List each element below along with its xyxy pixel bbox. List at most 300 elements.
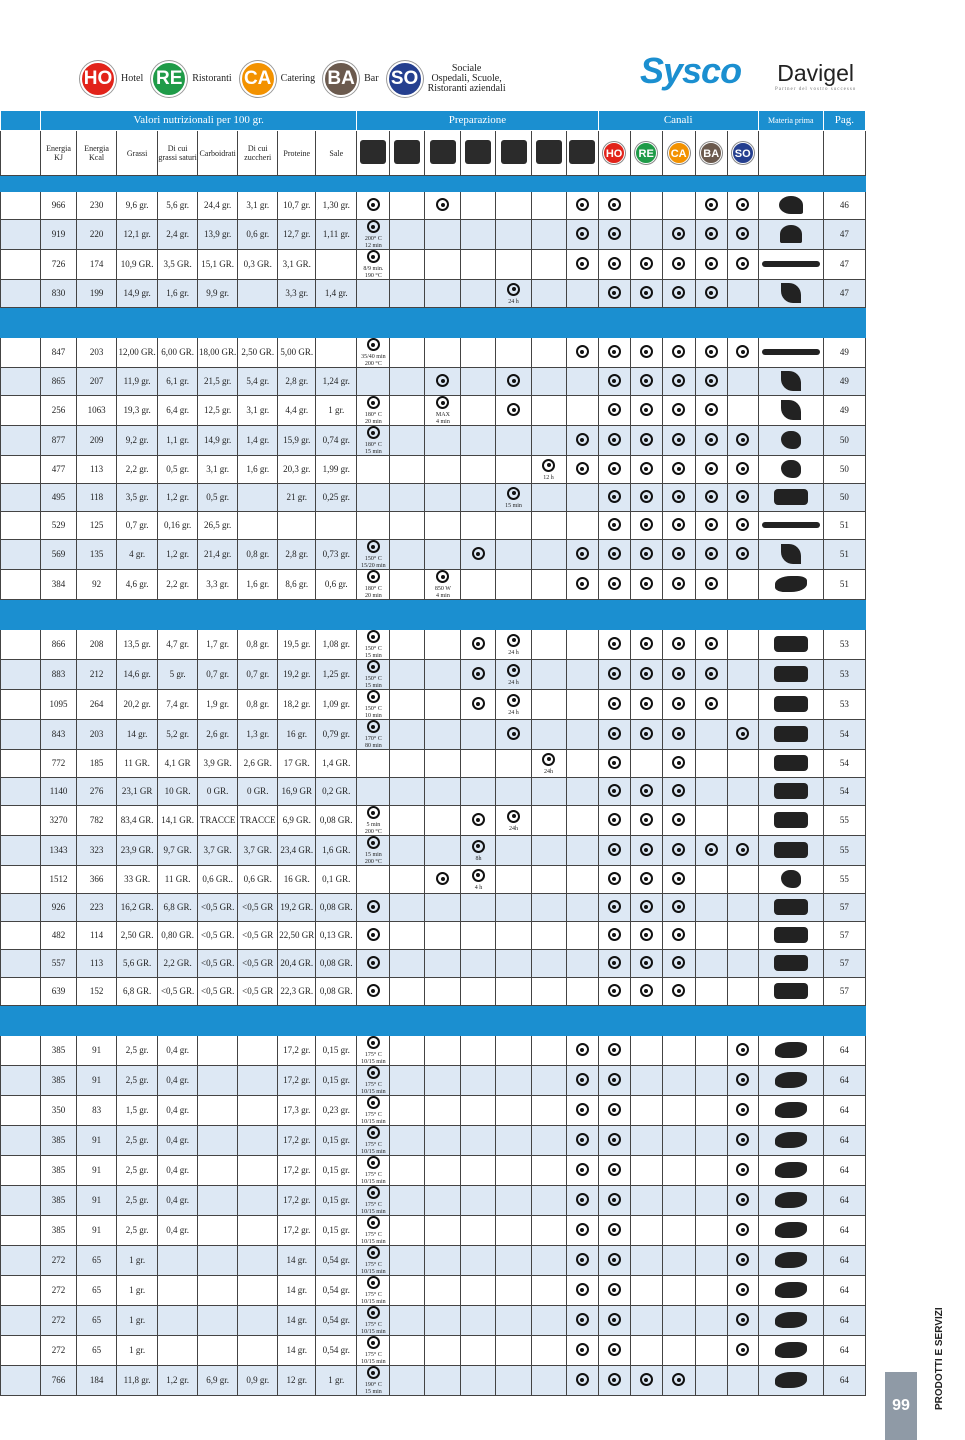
page-ref: 55 [823, 806, 865, 836]
row-label [1, 1186, 41, 1216]
materia-cell [758, 220, 823, 250]
prep-cell [531, 894, 566, 922]
channel-cell [630, 540, 662, 570]
page-ref: 51 [823, 570, 865, 600]
target-icon [367, 1246, 380, 1259]
target-icon [608, 843, 621, 856]
prep-cell [390, 1036, 425, 1066]
shrimp-icon [779, 196, 803, 214]
page-ref: 47 [823, 220, 865, 250]
prep-cell [566, 894, 598, 922]
prep-cell [425, 1186, 461, 1216]
prep-cell [531, 1096, 566, 1126]
channel-header [662, 131, 695, 176]
materia-cell [758, 660, 823, 690]
prep-cell [357, 1216, 390, 1246]
prep-cell [461, 512, 496, 540]
target-icon [705, 490, 718, 503]
prep-cell [496, 1036, 531, 1066]
channel-header [695, 131, 727, 176]
target-icon [672, 547, 685, 560]
nutrient-cell: 23,1 GR [117, 778, 158, 806]
prep-cell [357, 1366, 390, 1396]
row-label [1, 660, 41, 690]
prep-cell [425, 1216, 461, 1246]
rolling-pin-icon [762, 349, 820, 355]
prep-cell [531, 778, 566, 806]
nutrient-cell: 65 [77, 1276, 117, 1306]
prep-cell [461, 778, 496, 806]
section-band [1, 308, 866, 338]
target-icon [367, 630, 380, 643]
nutrient-cell: 1,7 gr. [198, 630, 238, 660]
prep-cell [390, 1156, 425, 1186]
target-icon [608, 462, 621, 475]
page-ref: 49 [823, 338, 865, 368]
table-row [1, 1096, 866, 1126]
target-icon [367, 396, 380, 409]
nutrient-cell: 0,4 gr. [158, 1096, 198, 1126]
nutrient-cell: 3,5 GR. [158, 250, 198, 280]
prep-cell [390, 396, 425, 426]
nutrient-cell: 1,2 gr. [158, 484, 198, 512]
pot-icon [465, 140, 491, 164]
nutrient-cell: 2,4 gr. [158, 220, 198, 250]
nutrient-cell: 5,4 gr. [238, 368, 278, 396]
nutrient-cell: <0,5 GR. [198, 950, 238, 978]
target-icon [608, 345, 621, 358]
prep-note: 24 h [508, 679, 519, 686]
nutrient-cell: 385 [41, 1156, 77, 1186]
nutrient-cell: 865 [41, 368, 77, 396]
prep-cell [425, 950, 461, 978]
nutrient-cell [198, 1336, 238, 1366]
target-icon [608, 727, 621, 740]
nutrient-cell: 6,8 GR. [158, 894, 198, 922]
page-ref: 47 [823, 250, 865, 280]
prep-cell [425, 750, 461, 778]
nutrient-cell: 17,2 gr. [278, 1066, 316, 1096]
prep-cell [496, 720, 531, 750]
nutrient-cell: 1,9 gr. [198, 690, 238, 720]
prep-cell [496, 1156, 531, 1186]
nutrient-cell: 1,6 gr. [158, 280, 198, 308]
prep-cell [425, 1366, 461, 1396]
target-icon [640, 374, 653, 387]
prep-cell [566, 570, 598, 600]
prep-cell [496, 894, 531, 922]
nutrient-cell: 209 [77, 426, 117, 456]
target-icon [672, 956, 685, 969]
channel-cell [662, 778, 695, 806]
target-icon [640, 813, 653, 826]
nutrient-cell: 203 [77, 720, 117, 750]
channel-cell [598, 540, 630, 570]
channel-cell [630, 1036, 662, 1066]
channel-cell [695, 720, 727, 750]
prep-header [496, 131, 531, 176]
channel-cell [598, 894, 630, 922]
prep-cell [496, 192, 531, 220]
prep-cell [390, 512, 425, 540]
prep-header [566, 131, 598, 176]
target-icon [576, 257, 589, 270]
target-icon [472, 697, 485, 710]
nutrient-cell: 1,5 gr. [117, 1096, 158, 1126]
nutrient-cell: 1,6 GR. [316, 836, 357, 866]
nutrient-cell: 272 [41, 1306, 77, 1336]
target-icon [640, 928, 653, 941]
channel-cell [727, 922, 758, 950]
nutrient-cell: 1,6 gr. [238, 456, 278, 484]
nutrient-cell: 23,4 GR. [278, 836, 316, 866]
nutrient-cell: 3270 [41, 806, 77, 836]
materia-cell [758, 1066, 823, 1096]
prep-note: 10/15 min [361, 1329, 386, 1335]
nutrient-cell: 11 GR. [158, 866, 198, 894]
channel-cell [598, 1156, 630, 1186]
target-icon [576, 1193, 589, 1206]
prep-cell [390, 866, 425, 894]
materia-cell [758, 1366, 823, 1396]
row-label [1, 1306, 41, 1336]
channel-cell [630, 570, 662, 600]
row-label [1, 922, 41, 950]
target-icon [367, 540, 380, 553]
target-icon [672, 813, 685, 826]
nutrient-cell: 0,15 gr. [316, 1216, 357, 1246]
prep-cell [566, 484, 598, 512]
channel-cell [598, 1096, 630, 1126]
nutrient-cell: 7,4 gr. [158, 690, 198, 720]
channel-cell [630, 836, 662, 866]
row-label [1, 1156, 41, 1186]
channel-cell [598, 778, 630, 806]
prep-cell [357, 1066, 390, 1096]
preparation-group-header: Preparazione [357, 111, 598, 131]
nutrient-cell: 9,2 gr. [117, 426, 158, 456]
target-icon [736, 1073, 749, 1086]
nutrient-cell: <0,5 GR. [198, 894, 238, 922]
channel-cell [695, 894, 727, 922]
prep-cell [531, 1306, 566, 1336]
channel-header [630, 131, 662, 176]
prep-cell [496, 540, 531, 570]
nutrient-cell: 3,9 GR. [198, 750, 238, 778]
nutrient-cell: 14 gr. [117, 720, 158, 750]
nutrient-cell: 0,5 gr. [198, 484, 238, 512]
prep-cell [461, 220, 496, 250]
nutrient-cell: 185 [77, 750, 117, 778]
prep-header [461, 131, 496, 176]
prep-note: 15 min [505, 502, 522, 509]
prep-cell [566, 512, 598, 540]
nutrient-cell: 0,7 gr. [117, 512, 158, 540]
page-ref: 47 [823, 280, 865, 308]
nutrient-cell [158, 1306, 198, 1336]
nutrient-cell: 2,5 gr. [117, 1216, 158, 1246]
channel-cell [630, 280, 662, 308]
nutrient-cell: 14 gr. [278, 1246, 316, 1276]
channel-cell [662, 1276, 695, 1306]
nutrient-cell [198, 1156, 238, 1186]
channel-cell [727, 512, 758, 540]
materia-cell [758, 540, 823, 570]
channel-cell [727, 426, 758, 456]
target-icon [736, 1223, 749, 1236]
davigel-name: Davigel [777, 60, 854, 86]
fish-icon [775, 1162, 807, 1178]
prep-cell [531, 1186, 566, 1216]
nutrient-cell: 20,3 gr. [278, 456, 316, 484]
nutrient-cell: 14 gr. [278, 1336, 316, 1366]
channel-cell [695, 836, 727, 866]
target-icon [640, 784, 653, 797]
prep-cell [425, 484, 461, 512]
target-icon [640, 697, 653, 710]
target-icon [608, 784, 621, 797]
prep-header [531, 131, 566, 176]
target-icon [472, 813, 485, 826]
prep-cell [531, 426, 566, 456]
materia-cell [758, 630, 823, 660]
prep-cell [461, 836, 496, 866]
page-ref: 53 [823, 660, 865, 690]
nutrient-cell: 83 [77, 1096, 117, 1126]
nutrient-cell: 1 gr. [316, 396, 357, 426]
materia-cell [758, 922, 823, 950]
nutrient-cell: 385 [41, 1066, 77, 1096]
prep-cell [496, 836, 531, 866]
prep-cell [566, 192, 598, 220]
nutrient-cell: 16 gr. [278, 720, 316, 750]
nutrient-cell: 1095 [41, 690, 77, 720]
nutrient-cell: 272 [41, 1246, 77, 1276]
channel-cell [630, 750, 662, 778]
page-ref: 46 [823, 192, 865, 220]
channel-cell [695, 1216, 727, 1246]
nutrient-cell: 0,08 GR. [316, 894, 357, 922]
prep-cell [357, 690, 390, 720]
prep-cell [461, 1096, 496, 1126]
nutrient-cell: 6,9 gr. [198, 1366, 238, 1396]
prep-note: 5 min [366, 822, 381, 828]
page-ref: 50 [823, 426, 865, 456]
channel-cell [727, 806, 758, 836]
wheat-icon [781, 544, 801, 564]
row-label [1, 806, 41, 836]
nutrient-cell: 0,15 gr. [316, 1126, 357, 1156]
target-icon [705, 374, 718, 387]
microwave-icon [430, 140, 456, 164]
nutrient-cell: 14,6 gr. [117, 660, 158, 690]
nutrient-cell: 17 GR. [278, 750, 316, 778]
channel-cell [662, 978, 695, 1006]
channel-cell [727, 338, 758, 368]
target-icon [608, 667, 621, 680]
page-ref: 55 [823, 866, 865, 894]
channel-cell [598, 338, 630, 368]
fish-icon [775, 1222, 807, 1238]
prep-cell [425, 456, 461, 484]
table-row [1, 1126, 866, 1156]
leaf-icon [781, 283, 801, 303]
column-header: Di cui grassi saturi [158, 131, 198, 176]
nutrient-cell [238, 1126, 278, 1156]
nutrient-cell: 0,79 gr. [316, 720, 357, 750]
target-icon [640, 490, 653, 503]
prep-cell [496, 1126, 531, 1156]
nutrient-cell: 0,3 GR. [238, 250, 278, 280]
legend-ca [240, 61, 315, 97]
target-icon [640, 345, 653, 358]
prep-note: 24h [509, 825, 518, 832]
row-label [1, 1096, 41, 1126]
prep-header [390, 131, 425, 176]
nutrient-cell: 1,4 gr. [316, 280, 357, 308]
prep-cell [425, 836, 461, 866]
prep-cell [496, 456, 531, 484]
fish-icon [775, 1132, 807, 1148]
target-icon [608, 900, 621, 913]
nutrient-cell: 384 [41, 570, 77, 600]
prep-note: 4 min [436, 419, 450, 425]
table-row [1, 1036, 866, 1066]
channel-cell [630, 1366, 662, 1396]
table-row [1, 1216, 866, 1246]
nutrient-cell: 877 [41, 426, 77, 456]
duck-icon [781, 870, 801, 888]
target-icon [736, 547, 749, 560]
nutrient-cell: 0,2 GR. [316, 778, 357, 806]
channel-cell [695, 338, 727, 368]
prep-cell [461, 192, 496, 220]
target-icon [367, 1156, 380, 1169]
target-icon [608, 286, 621, 299]
channel-cell [727, 396, 758, 426]
nutrient-cell [198, 1186, 238, 1216]
target-icon [705, 227, 718, 240]
prep-cell [357, 894, 390, 922]
prep-cell [461, 426, 496, 456]
prep-cell [566, 540, 598, 570]
channel-cell [727, 1276, 758, 1306]
prep-cell [357, 280, 390, 308]
channel-cell [727, 280, 758, 308]
prep-cell [496, 690, 531, 720]
channel-cell [630, 894, 662, 922]
target-icon [608, 1253, 621, 1266]
nutrient-cell: 14,9 gr. [117, 280, 158, 308]
target-icon [608, 1373, 621, 1386]
nutrient-cell: 3,3 gr. [278, 280, 316, 308]
prep-cell [566, 1186, 598, 1216]
page-number: 99 [885, 1372, 917, 1440]
nutrient-cell: 0,23 gr. [316, 1096, 357, 1126]
channel-cell [727, 484, 758, 512]
prep-cell [531, 1246, 566, 1276]
cow-icon [774, 636, 808, 652]
materia-cell [758, 1036, 823, 1066]
nutrient-cell: 12,1 gr. [117, 220, 158, 250]
section-divider [1, 308, 866, 338]
target-icon [507, 664, 520, 677]
target-icon [672, 1373, 685, 1386]
nutrient-cell: 482 [41, 922, 77, 950]
prep-cell [496, 220, 531, 250]
prep-cell [425, 280, 461, 308]
prep-cell [390, 922, 425, 950]
target-icon [608, 1103, 621, 1116]
nutrient-cell: 152 [77, 978, 117, 1006]
nutrient-cell: 529 [41, 512, 77, 540]
prep-cell [461, 720, 496, 750]
prep-cell [461, 1126, 496, 1156]
target-icon [367, 1126, 380, 1139]
target-icon [367, 806, 380, 819]
channel-cell [630, 630, 662, 660]
nutrient-cell: 966 [41, 192, 77, 220]
prep-cell [461, 456, 496, 484]
table-row [1, 570, 866, 600]
target-icon [367, 220, 380, 233]
prep-cell [566, 1156, 598, 1186]
prep-cell [461, 368, 496, 396]
legend-label: Ristoranti [192, 73, 232, 84]
row-label [1, 1336, 41, 1366]
target-icon [507, 727, 520, 740]
materia-cell [758, 570, 823, 600]
channel-cell [727, 1306, 758, 1336]
prep-cell [425, 368, 461, 396]
nutrient-cell: 91 [77, 1216, 117, 1246]
nutrient-cell: 14 gr. [278, 1276, 316, 1306]
channel-cell [662, 922, 695, 950]
legend-label: Bar [364, 73, 379, 84]
target-icon [705, 697, 718, 710]
table-row [1, 978, 866, 1006]
channel-cell [662, 280, 695, 308]
nutrient-cell: 276 [77, 778, 117, 806]
prep-cell [566, 660, 598, 690]
prep-cell [566, 778, 598, 806]
row-label [1, 950, 41, 978]
target-icon [640, 667, 653, 680]
nutrient-cell: 5 gr. [158, 660, 198, 690]
prep-note: 10/15 min [361, 1239, 386, 1245]
page-ref: 54 [823, 720, 865, 750]
materia-cell [758, 512, 823, 540]
nutrient-cell: 3,7 GR. [198, 836, 238, 866]
target-icon [542, 753, 555, 766]
fish-icon [775, 1042, 807, 1058]
prep-note: 10/15 min [361, 1269, 386, 1275]
nutrient-cell: 19,3 gr. [117, 396, 158, 426]
channel-cell [598, 426, 630, 456]
prep-cell [425, 1066, 461, 1096]
table-row [1, 484, 866, 512]
turkey-icon [781, 431, 801, 449]
target-icon [705, 257, 718, 270]
nutrient-cell: 0,08 GR. [316, 806, 357, 836]
prep-cell [390, 456, 425, 484]
prep-cell [390, 660, 425, 690]
target-icon [576, 1313, 589, 1326]
prep-cell [496, 250, 531, 280]
page-header: Pag. [823, 111, 865, 131]
prep-cell [425, 1336, 461, 1366]
prep-cell [461, 866, 496, 894]
